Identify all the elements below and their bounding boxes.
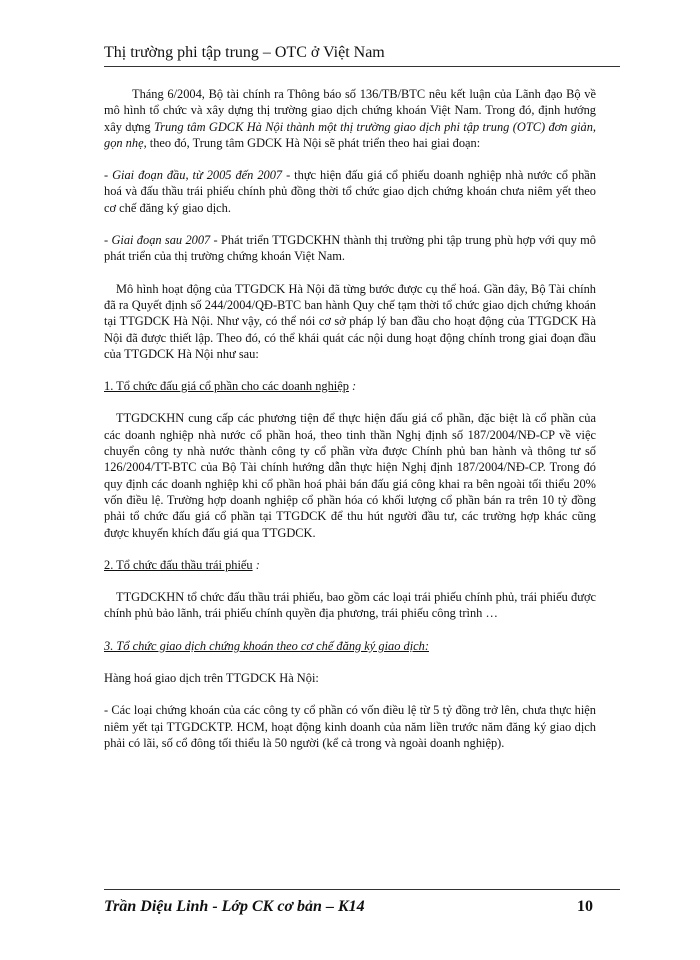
intro-paragraph — [104, 86, 596, 151]
section2-body: TTGDCKHN tổ chức đấu thầu trái phiếu, bao gồm các loại trái phiếu chính phủ, trái phiếu được chính phủ bảo lãnh, trái phiếu chính quyền địa phương, trái phiếu công trình … — [104, 590, 596, 621]
footer-divider — [104, 889, 620, 890]
phase2-text: - Phát triển TTGDCKHN thành thị trường phi tập trung phù hợp với quy mô phát triển của thị trường chứng khoán Việt Nam. — [104, 233, 596, 264]
intro-text-before: Tháng 6/2004, Bộ tài chính ra Thông báo số 136/TB/BTC nêu kết luận của Lãnh đạo Bộ về mô hình tổ chức và xây dựng thị trường giao dịch chứng khoán Việt Nam. Trong đó, định hướng xây dựng — [104, 87, 596, 134]
section3-heading-text: 3. Tổ chức giao dịch chứng khoán theo cơ chế đăng ký giao dịch: — [104, 638, 429, 653]
section2-heading — [104, 557, 596, 573]
footer-author: Trần Diệu Linh - Lớp CK cơ bản – K14 — [104, 898, 365, 915]
phase1-label: - Giai đoạn đầu, từ 2005 đến 2007 — [104, 168, 283, 183]
section1-heading-text: 1. Tổ chức đấu giá cổ phần cho các doanh nghiệp — [104, 379, 349, 394]
model-paragraph: Mô hình hoạt động của TTGDCK Hà Nội đã từng bước được cụ thể hoá. Gần đây, Bộ Tài chính đã ra Quyết định số 244/2004/QĐ-BTC ban hành Quy chế tạm thời tổ chức giao dịch chứng khoán tại TTGDCK Hà Nội. Như vậy, có thể nói cơ sở pháp lý ban đầu cho hoạt động của TTGDCK Hà Nội đã được thiết lập. Theo đó, có thể khái quát các nội dung hoạt động chính trong giai đoạn đầu của TTGDCK Hà Nội như sau: — [104, 281, 596, 361]
section1-body: TTGDCKHN cung cấp các phương tiện để thực hiện đấu giá cổ phần, đặc biệt là cổ phần của các doanh nghiệp nhà nước cổ phần hoá, theo tinh thần Nghị định số 187/2004/NĐ-CP về việc chuyển công ty nhà nước thành công ty cổ phần vừa được Chính phủ ban hành và thông tư số 126/2004/TT-BTC của Bộ Tài chính hướng dẫn thực hiện Nghị định 187/2004/NĐ-CP. Trong đó quy định các doanh nghiệp khi cổ phần hoá phải bán đấu giá công khai ra bên ngoài tối thiểu 20% vốn điều lệ. Trường hợp doanh nghiệp cổ phần hóa có khối lượng cổ phần bán ra trên 10 tỷ đồng phải tổ chức đấu giá cổ phần tại TTGDCK để thu hút người đầu tư, các trường hợp khác cũng được khuyến khích đấu giá qua TTGDCK. — [104, 411, 596, 540]
section3-heading — [104, 638, 596, 654]
section2-heading-colon: : — [252, 557, 260, 572]
phase2-label: - Giai đoạn sau 2007 — [104, 233, 211, 248]
phase1-text: - thực hiện đấu giá cổ phiếu doanh nghiệp nhà nước cổ phần hoá và đấu thầu trái phiếu chính phủ đồng thời tổ chức giao dịch chứng khoán chưa niêm yết theo cơ chế đăng ký giao dịch. — [104, 168, 596, 215]
section2-heading-text: 2. Tổ chức đấu thầu trái phiếu — [104, 557, 253, 572]
intro-text-italic: Trung tâm GDCK Hà Nội thành một thị trường giao dịch phi tập trung (OTC) đơn giản, gọn nhẹ — [104, 119, 596, 150]
page-body — [104, 86, 596, 751]
phase1-paragraph — [104, 167, 596, 216]
section3-goods-label: Hàng hoá giao dịch trên TTGDCK Hà Nội: — [104, 671, 319, 686]
header-title: Thị trường phi tập trung – OTC ở Việt Nam — [104, 44, 385, 61]
section1-heading-colon: : — [348, 379, 357, 394]
section3-item1: - Các loại chứng khoán của các công ty cổ phần có vốn điều lệ từ 5 tỷ đồng trở lên, chưa thực hiện niêm yết tại TTGDCKTP. HCM, hoạt động kinh doanh của năm liền trước năm đăng ký giao dịch phải có lãi, số cổ đông tối thiểu là 50 người (kể cả trong và ngoài doanh nghiệp). — [104, 703, 596, 750]
page-header — [104, 44, 620, 67]
page-number: 10 — [577, 898, 593, 915]
phase2-paragraph — [104, 232, 596, 265]
intro-text-after: , theo đó, Trung tâm GDCK Hà Nội sẽ phát triển theo hai giai đoạn: — [143, 135, 481, 150]
section1-heading — [104, 378, 596, 394]
